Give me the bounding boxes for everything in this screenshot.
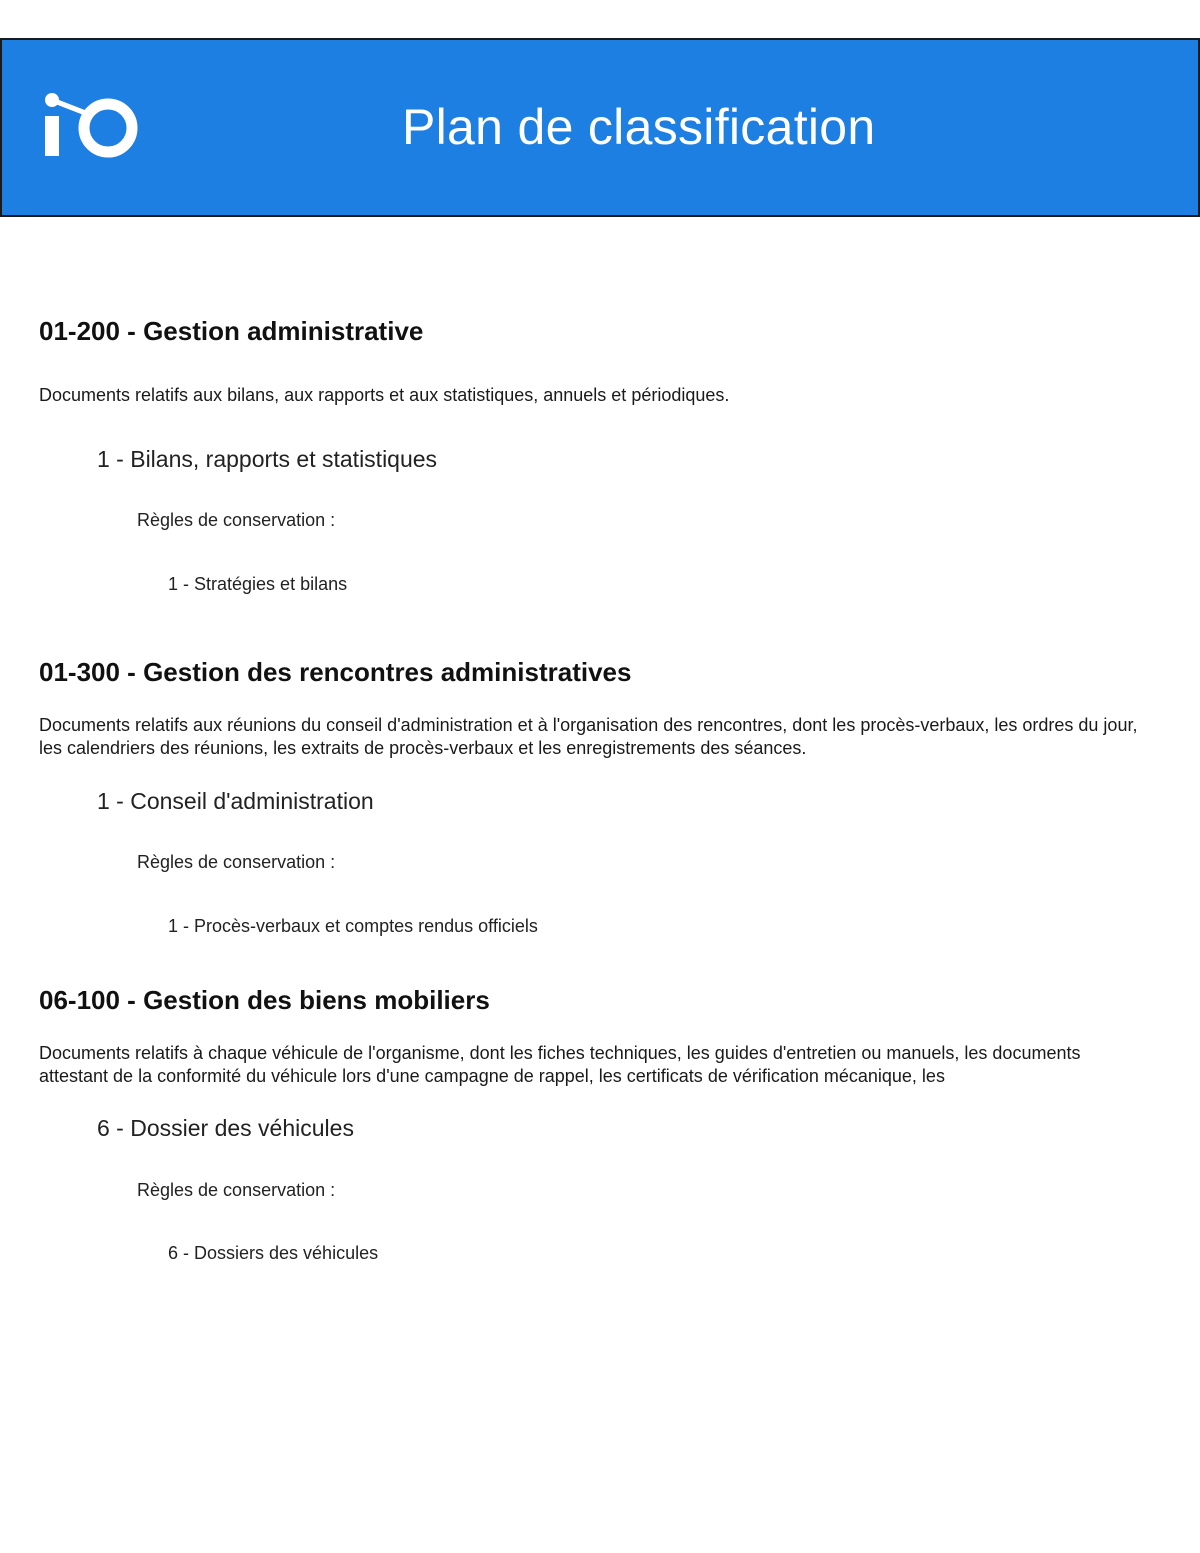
retention-rules-label: Règles de conservation : bbox=[137, 510, 336, 530]
retention-rule-item: 1 - Stratégies et bilans bbox=[168, 574, 348, 594]
subsection-heading: 1 - Bilans, rapports et statistiques bbox=[97, 446, 438, 472]
subsection-heading: 6 - Dossier des véhicules bbox=[97, 1115, 354, 1141]
retention-rule-item: 6 - Dossiers des véhicules bbox=[168, 1243, 379, 1263]
retention-rules-label: Règles de conservation : bbox=[137, 1180, 336, 1200]
section-heading: 06-100 - Gestion des biens mobiliers bbox=[39, 985, 490, 1015]
retention-rules-label: Règles de conservation : bbox=[137, 852, 336, 872]
page-title: Plan de classification bbox=[402, 99, 876, 155]
section-description: Documents relatifs aux réunions du conseil d'administration et à l'organisation des rencontres, dont les procès-verbaux, les ordres du jour, les calendriers des réunions, les extraits de procès-verbaux et les enregistrements des séances. bbox=[39, 715, 1138, 758]
subsection-heading: 1 - Conseil d'administration bbox=[97, 788, 374, 814]
section-description: Documents relatifs à chaque véhicule de l'organisme, dont les fiches techniques, les guides d'entretien ou manuels, les documents attestant de la conformité du véhicule lors d'une campagne de rappel, les certificats de vérification mécanique, les bbox=[39, 1043, 1081, 1086]
retention-rule-item: 1 - Procès-verbaux et comptes rendus officiels bbox=[168, 916, 538, 936]
section-heading: 01-300 - Gestion des rencontres administratives bbox=[39, 657, 632, 687]
section-heading: 01-200 - Gestion administrative bbox=[39, 316, 424, 346]
section-description: Documents relatifs aux bilans, aux rapports et aux statistiques, annuels et périodiques. bbox=[39, 385, 730, 405]
io-logo-icon bbox=[18, 58, 160, 196]
page-header bbox=[0, 38, 1200, 217]
